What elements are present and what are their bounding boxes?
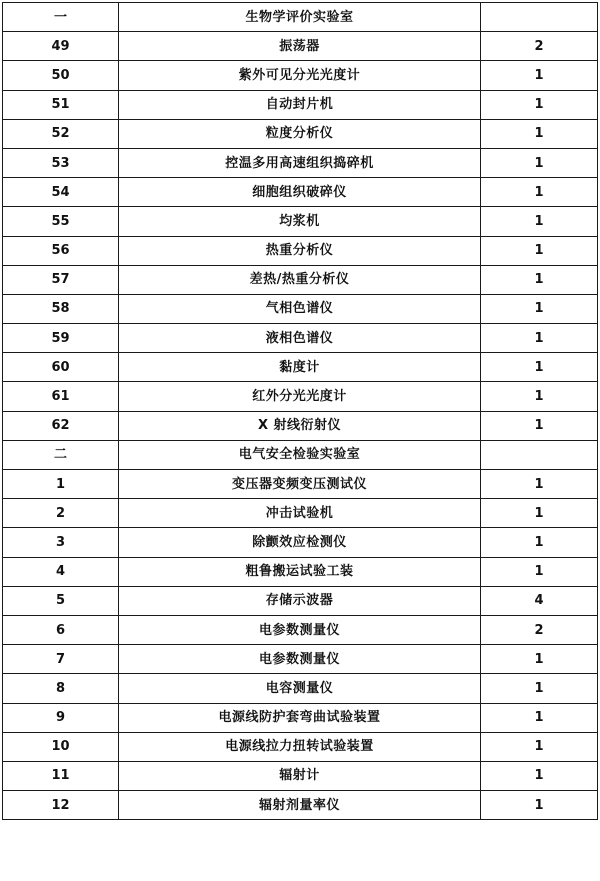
quantity-cell: 1 xyxy=(481,148,598,177)
quantity-cell: 1 xyxy=(481,207,598,236)
equipment-name-cell: 存储示波器 xyxy=(119,586,481,615)
section-number-cell: 二 xyxy=(3,440,119,469)
item-number-cell: 57 xyxy=(3,265,119,294)
item-number-cell: 52 xyxy=(3,119,119,148)
equipment-name-cell: 控温多用高速组织捣碎机 xyxy=(119,148,481,177)
equipment-name-cell: 黏度计 xyxy=(119,353,481,382)
quantity-cell: 1 xyxy=(481,499,598,528)
equipment-name-cell: 辐射计 xyxy=(119,761,481,790)
section-header-row xyxy=(3,3,598,32)
table-row xyxy=(3,207,598,236)
equipment-name-cell: 变压器变频变压测试仪 xyxy=(119,470,481,499)
quantity-cell: 1 xyxy=(481,557,598,586)
table-row xyxy=(3,236,598,265)
item-number-cell: 49 xyxy=(3,32,119,61)
equipment-name-cell: 液相色谱仪 xyxy=(119,324,481,353)
table-row xyxy=(3,470,598,499)
equipment-name-cell: 电容测量仪 xyxy=(119,674,481,703)
item-number-cell: 55 xyxy=(3,207,119,236)
quantity-cell: 2 xyxy=(481,615,598,644)
equipment-name-cell: 紫外可见分光光度计 xyxy=(119,61,481,90)
quantity-cell: 4 xyxy=(481,586,598,615)
table-row xyxy=(3,615,598,644)
quantity-cell: 1 xyxy=(481,791,598,820)
table-row xyxy=(3,178,598,207)
item-number-cell: 61 xyxy=(3,382,119,411)
section-number-cell: 一 xyxy=(3,3,119,32)
equipment-name-cell: 电参数测量仪 xyxy=(119,615,481,644)
item-number-cell: 6 xyxy=(3,615,119,644)
quantity-cell: 1 xyxy=(481,674,598,703)
item-number-cell: 7 xyxy=(3,645,119,674)
equipment-name-cell: 气相色谱仪 xyxy=(119,294,481,323)
item-number-cell: 59 xyxy=(3,324,119,353)
equipment-name-cell: 热重分析仪 xyxy=(119,236,481,265)
quantity-cell: 1 xyxy=(481,294,598,323)
quantity-cell: 1 xyxy=(481,353,598,382)
table-row xyxy=(3,119,598,148)
item-number-cell: 54 xyxy=(3,178,119,207)
item-number-cell: 60 xyxy=(3,353,119,382)
equipment-name-cell: 自动封片机 xyxy=(119,90,481,119)
table-row xyxy=(3,586,598,615)
quantity-cell: 1 xyxy=(481,528,598,557)
equipment-name-cell: 辐射剂量率仪 xyxy=(119,791,481,820)
quantity-cell: 1 xyxy=(481,236,598,265)
table-row xyxy=(3,499,598,528)
equipment-name-cell: X 射线衍射仪 xyxy=(119,411,481,440)
quantity-cell: 1 xyxy=(481,178,598,207)
quantity-cell: 1 xyxy=(481,90,598,119)
item-number-cell: 51 xyxy=(3,90,119,119)
quantity-cell: 1 xyxy=(481,265,598,294)
item-number-cell: 53 xyxy=(3,148,119,177)
item-number-cell: 9 xyxy=(3,703,119,732)
quantity-cell: 1 xyxy=(481,645,598,674)
quantity-cell: 1 xyxy=(481,61,598,90)
equipment-name-cell: 红外分光光度计 xyxy=(119,382,481,411)
equipment-name-cell: 粗鲁搬运试验工装 xyxy=(119,557,481,586)
table-row xyxy=(3,411,598,440)
table-row xyxy=(3,791,598,820)
table-row xyxy=(3,382,598,411)
item-number-cell: 5 xyxy=(3,586,119,615)
item-number-cell: 2 xyxy=(3,499,119,528)
quantity-cell xyxy=(481,3,598,32)
table-row xyxy=(3,90,598,119)
equipment-table-body xyxy=(3,3,598,820)
table-row xyxy=(3,353,598,382)
item-number-cell: 50 xyxy=(3,61,119,90)
table-row xyxy=(3,265,598,294)
quantity-cell: 1 xyxy=(481,324,598,353)
table-row xyxy=(3,324,598,353)
section-header-row xyxy=(3,440,598,469)
table-row xyxy=(3,674,598,703)
equipment-name-cell: 电源线防护套弯曲试验装置 xyxy=(119,703,481,732)
item-number-cell: 8 xyxy=(3,674,119,703)
equipment-name-cell: 除颤效应检测仪 xyxy=(119,528,481,557)
quantity-cell: 2 xyxy=(481,32,598,61)
item-number-cell: 10 xyxy=(3,732,119,761)
item-number-cell: 56 xyxy=(3,236,119,265)
item-number-cell: 62 xyxy=(3,411,119,440)
quantity-cell: 1 xyxy=(481,411,598,440)
table-row xyxy=(3,703,598,732)
equipment-name-cell: 粒度分析仪 xyxy=(119,119,481,148)
equipment-name-cell: 冲击试验机 xyxy=(119,499,481,528)
quantity-cell: 1 xyxy=(481,703,598,732)
equipment-name-cell: 差热/热重分析仪 xyxy=(119,265,481,294)
table-row xyxy=(3,32,598,61)
table-row xyxy=(3,557,598,586)
table-row xyxy=(3,732,598,761)
quantity-cell: 1 xyxy=(481,470,598,499)
table-row xyxy=(3,761,598,790)
section-title-cell: 电气安全检验实验室 xyxy=(119,440,481,469)
table-row xyxy=(3,61,598,90)
equipment-name-cell: 电参数测量仪 xyxy=(119,645,481,674)
item-number-cell: 58 xyxy=(3,294,119,323)
table-row xyxy=(3,294,598,323)
item-number-cell: 11 xyxy=(3,761,119,790)
table-row xyxy=(3,645,598,674)
quantity-cell xyxy=(481,440,598,469)
table-row xyxy=(3,148,598,177)
equipment-list-page xyxy=(2,2,597,877)
quantity-cell: 1 xyxy=(481,119,598,148)
section-title-cell: 生物学评价实验室 xyxy=(119,3,481,32)
item-number-cell: 3 xyxy=(3,528,119,557)
item-number-cell: 4 xyxy=(3,557,119,586)
equipment-name-cell: 振荡器 xyxy=(119,32,481,61)
equipment-table xyxy=(2,2,598,820)
quantity-cell: 1 xyxy=(481,732,598,761)
quantity-cell: 1 xyxy=(481,382,598,411)
equipment-name-cell: 均浆机 xyxy=(119,207,481,236)
item-number-cell: 12 xyxy=(3,791,119,820)
equipment-name-cell: 电源线拉力扭转试验装置 xyxy=(119,732,481,761)
quantity-cell: 1 xyxy=(481,761,598,790)
item-number-cell: 1 xyxy=(3,470,119,499)
table-row xyxy=(3,528,598,557)
equipment-name-cell: 细胞组织破碎仪 xyxy=(119,178,481,207)
